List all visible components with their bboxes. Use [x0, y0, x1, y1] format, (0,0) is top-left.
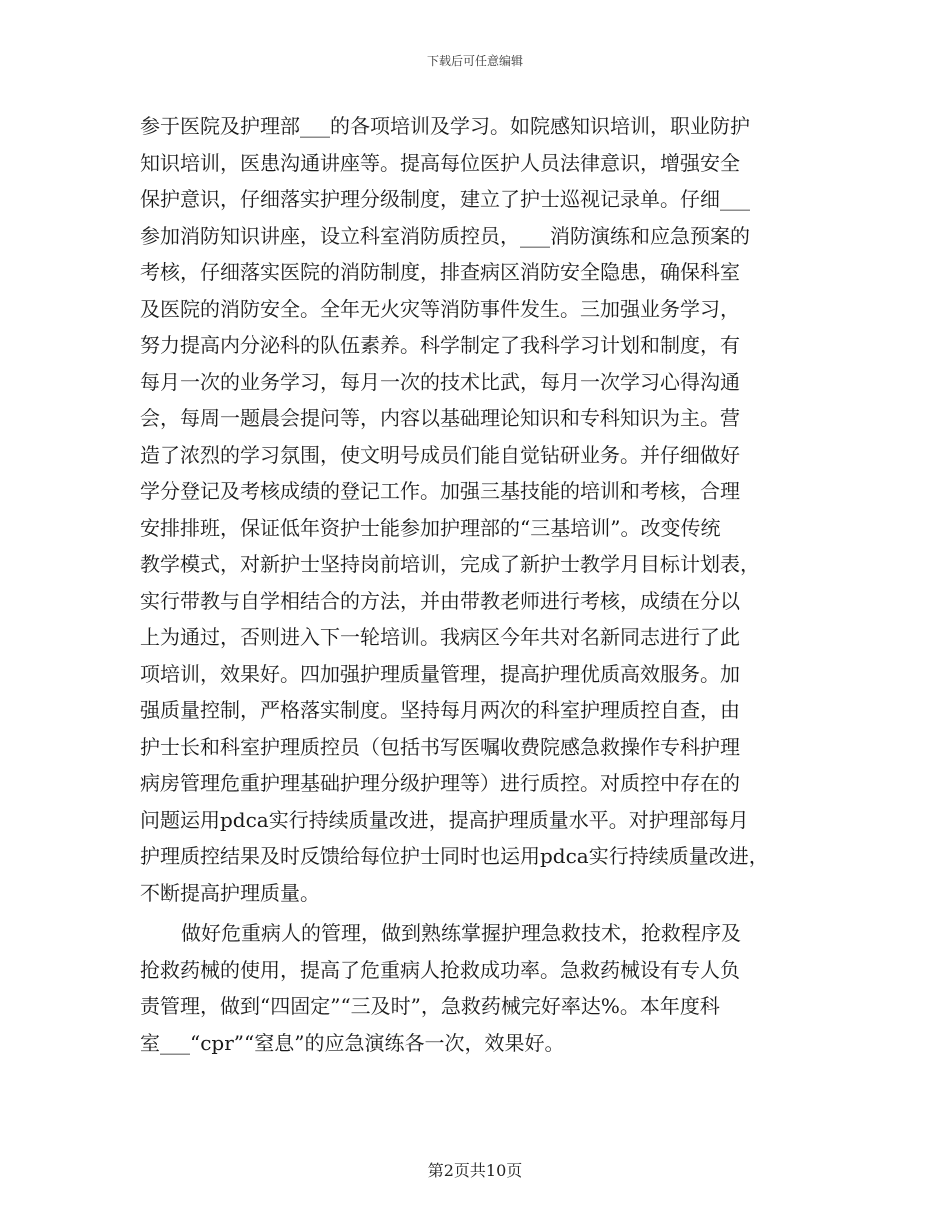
text-line: 教学模式，对新护士坚持岗前培训，完成了新护士教学月目标计划表， — [140, 552, 760, 576]
text-line: 不断提高护理质量。 — [140, 880, 320, 905]
text-line: 参于医院及护理部___的各项培训及学习。如院感知识培训，职业防护 — [140, 114, 750, 138]
text-line: 及医院的消防安全。全年无火灾等消防事件发生。三加强业务学习， — [140, 296, 740, 321]
page-number: 第2页共10页 — [427, 1161, 523, 1180]
text-line: 室___“cpr”“窒息”的应急演练各一次，效果好。 — [140, 1030, 565, 1055]
text-line: 问题运用pdca实行持续质量改进，提高护理质量水平。对护理部每月 — [140, 807, 749, 832]
document-body — [140, 108, 820, 1061]
text-line: 保护意识，仔细落实护理分级制度，建立了护士巡视记录单。仔细___ — [140, 187, 750, 211]
paragraph-2 — [140, 915, 820, 1061]
text-line: 努力提高内分泌科的队伍素养。科学制定了我科学习计划和制度，有 — [140, 333, 740, 357]
text-line: 知识培训，医患沟通讲座等。提高每位医护人员法律意识，增强安全 — [140, 150, 740, 175]
text-line: 做好危重病人的管理，做到熟练掌握护理急救技术，抢救程序及 — [181, 921, 741, 945]
text-line: 护理质控结果及时反馈给每位护士同时也运用pdca实行持续质量改进， — [140, 844, 769, 868]
text-line: 强质量控制，严格落实制度。坚持每月两次的科室护理质控自查，由 — [140, 698, 740, 722]
text-line: 责管理，做到“四固定”“三及时”，急救药械完好率达%。本年度科 — [140, 994, 720, 1018]
text-line: 会，每周一题晨会提问等，内容以基础理论知识和专科知识为主。营 — [140, 406, 740, 430]
text-line: 项培训，效果好。四加强护理质量管理，提高护理优质高效服务。加 — [140, 661, 740, 686]
text-line: 安排排班，保证低年资护士能参加护理部的“三基培训”。改变传统 — [140, 515, 721, 540]
text-line: 每月一次的业务学习，每月一次的技术比武，每月一次学习心得沟通 — [140, 369, 740, 394]
text-line: 学分登记及考核成绩的登记工作。加强三基技能的培训和考核，合理 — [140, 479, 740, 503]
text-line: 病房管理危重护理基础护理分级护理等）进行质控。对质控中存在的 — [140, 771, 740, 795]
text-line: 护士长和科室护理质控员（包括书写医嘱收费院感急救操作专科护理 — [140, 734, 740, 759]
text-line: 造了浓烈的学习氛围，使文明号成员们能自觉钻研业务。并仔细做好 — [140, 442, 740, 467]
text-line: 实行带教与自学相结合的方法，并由带教老师进行考核，成绩在分以 — [140, 588, 740, 613]
text-line: 参加消防知识讲座，设立科室消防质控员，___消防演练和应急预案的 — [140, 223, 750, 248]
paragraph-1 — [140, 108, 820, 911]
page-header: 下载后可任意编辑 — [426, 54, 523, 68]
text-line: 考核，仔细落实医院的消防制度，排查病区消防安全隐患，确保科室 — [140, 260, 740, 284]
text-line: 上为通过，否则进入下一轮培训。我病区今年共对名新同志进行了此 — [140, 625, 740, 649]
text-line: 抢救药械的使用，提高了危重病人抢救成功率。急救药械设有专人负 — [140, 957, 740, 982]
